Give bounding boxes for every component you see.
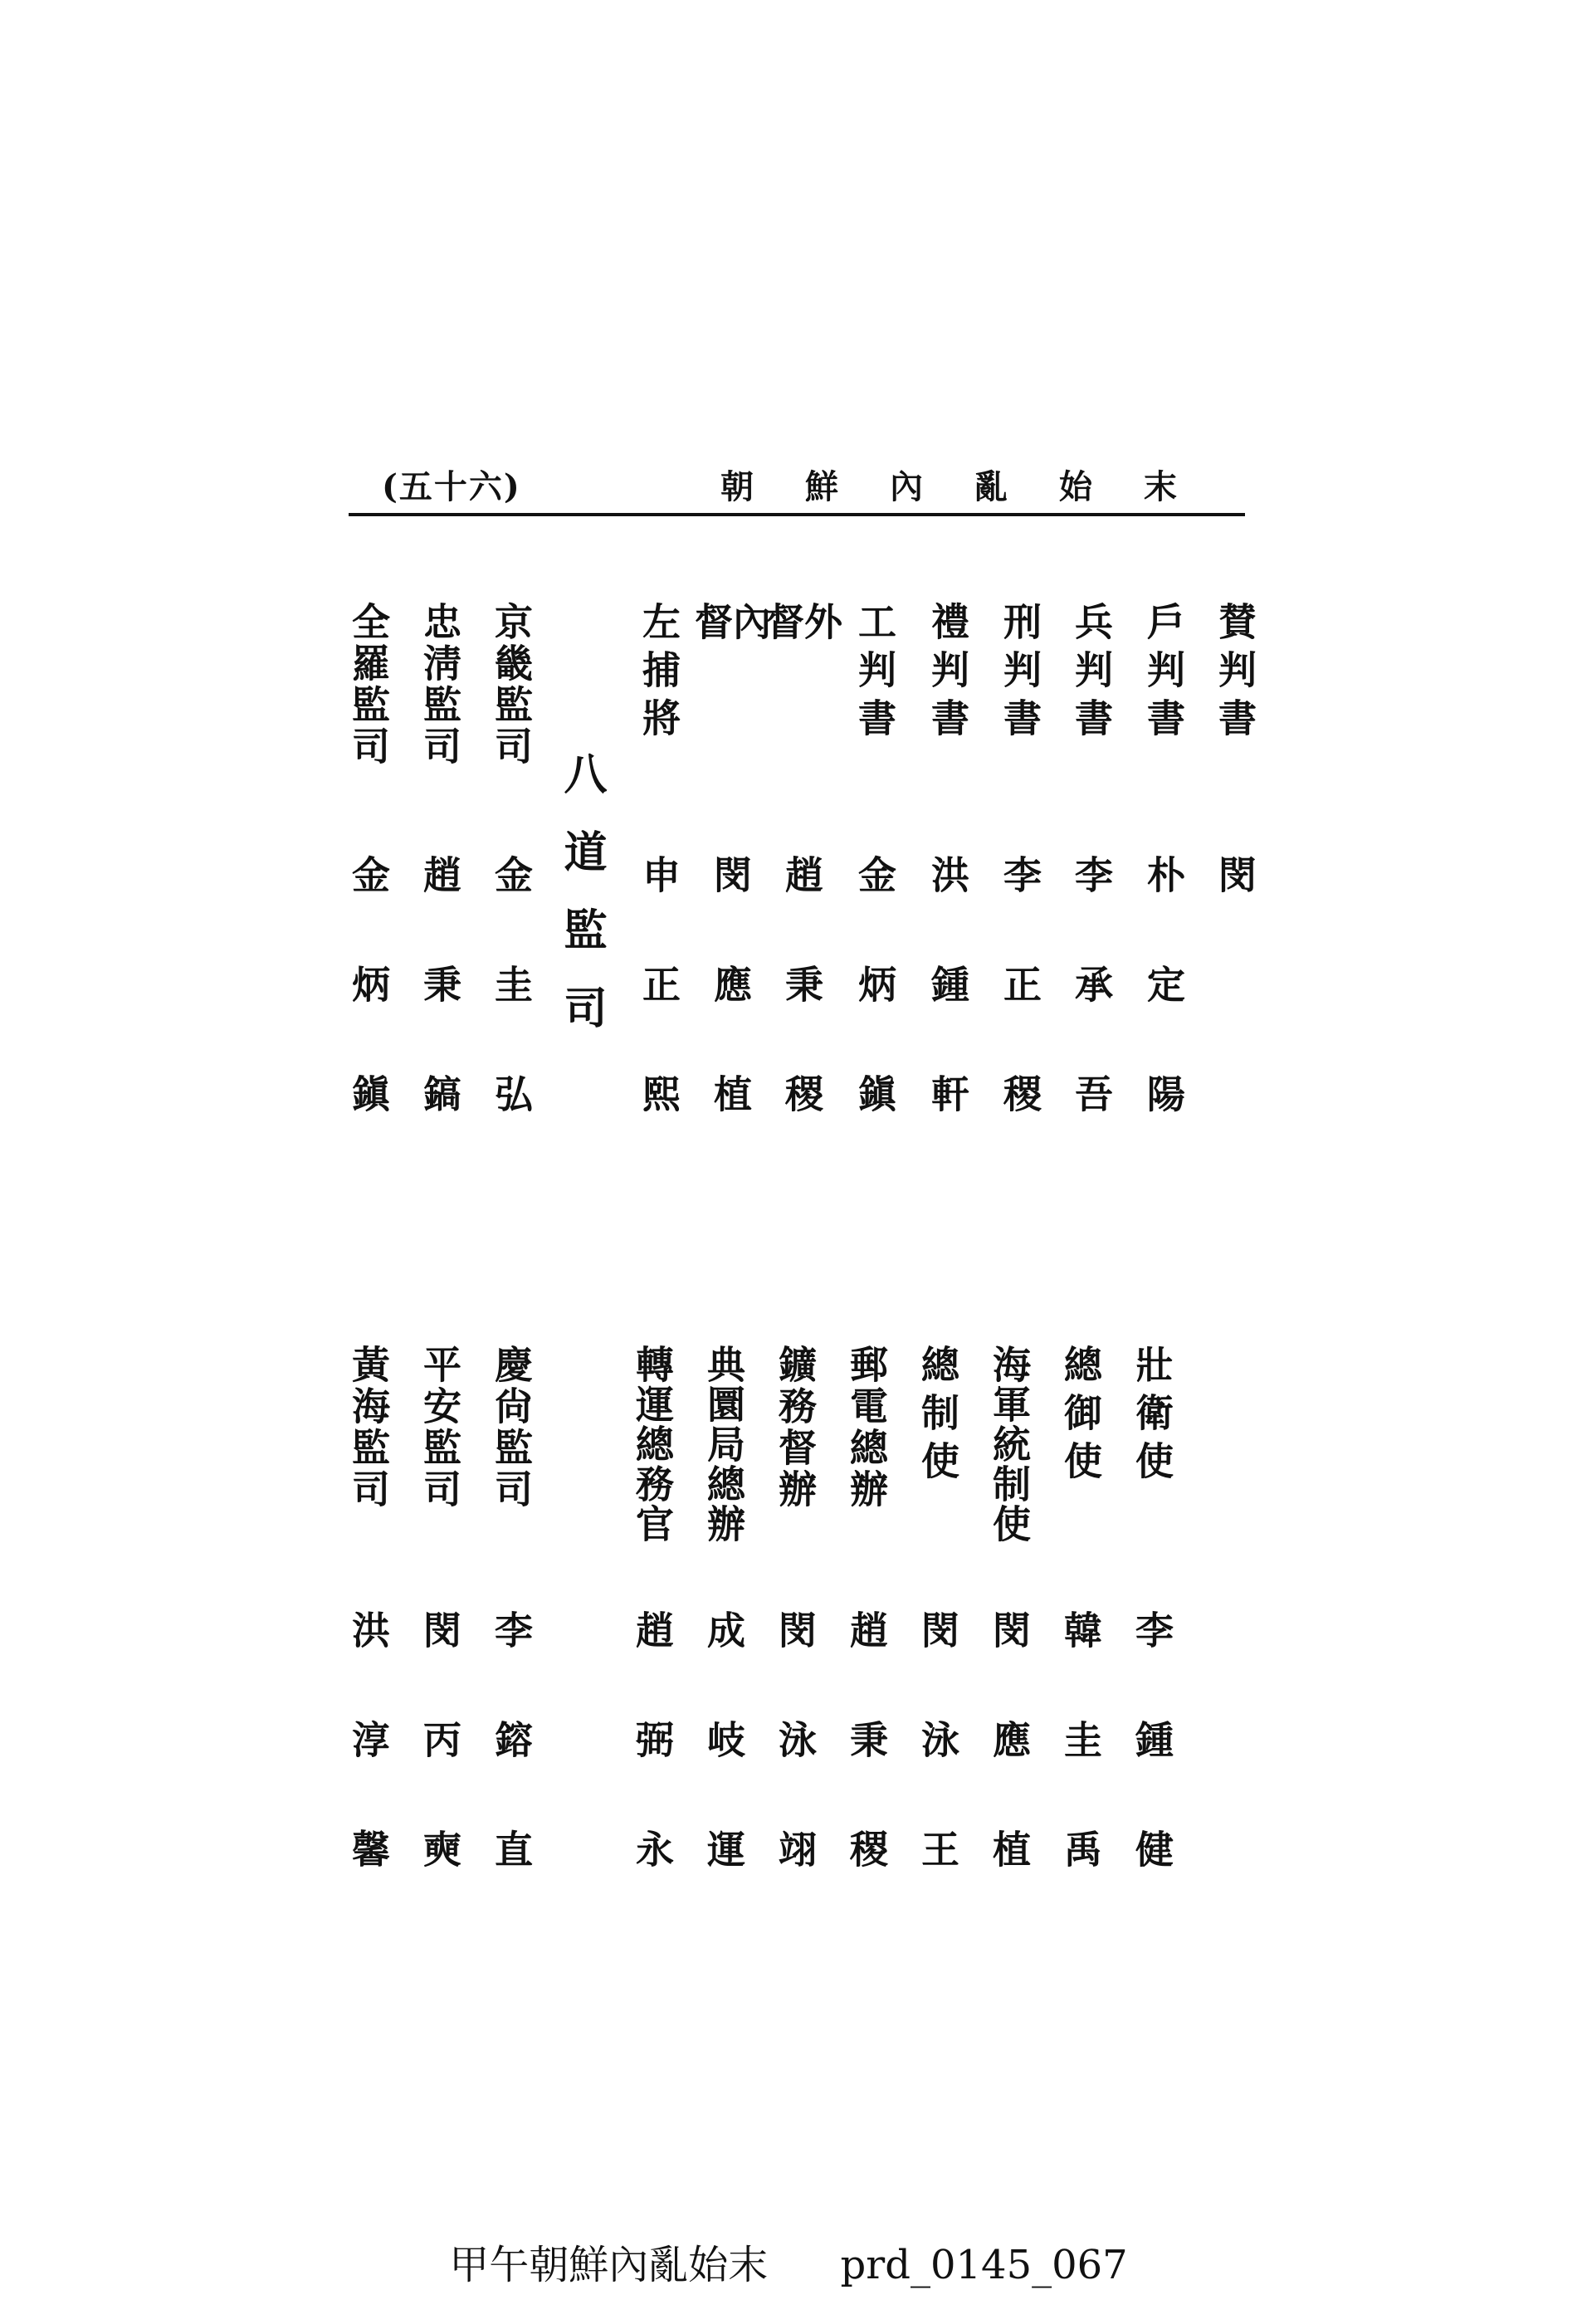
- province-title: 慶尙監司: [489, 1345, 534, 1511]
- official-name: 李正稷: [998, 855, 1042, 1184]
- official-name: 李承吾: [1069, 855, 1114, 1184]
- official-name: 朴定陽: [1141, 855, 1186, 1184]
- lower-entry-3: [911, 1345, 964, 1939]
- governor-name: 金炳鎭: [346, 855, 391, 1184]
- lower-entry-6: [697, 1345, 750, 1939]
- province-title: 忠淸監司: [417, 602, 462, 768]
- footer-source-title: 甲午朝鮮內亂始末: [449, 2242, 769, 2288]
- official-title: 刑判書: [998, 602, 1042, 746]
- lower-province-2: [342, 1345, 395, 1939]
- official-name: 洪鍾軒: [925, 855, 970, 1184]
- upper-entry-3: [994, 602, 1047, 1184]
- page-number: (五十六): [382, 467, 521, 506]
- official-name: 閔泳翊: [773, 1610, 818, 1939]
- official-name: 李鍾健: [1130, 1610, 1174, 1939]
- upper-entry-2: [1065, 602, 1118, 1184]
- upper-province-1: [413, 602, 466, 1184]
- official-title: 左捕將: [637, 602, 681, 746]
- running-title: [581, 461, 1228, 508]
- official-title: 禮判書: [925, 602, 970, 746]
- official-title: 內督: [689, 602, 772, 756]
- official-title: 工判書: [852, 602, 897, 746]
- official-name: 趙秉稷: [844, 1610, 889, 1939]
- lower-entry-4: [840, 1345, 893, 1939]
- lower-entry-1: [1054, 1345, 1107, 1939]
- official-title: 兵判書: [1069, 602, 1114, 746]
- upper-entry-1: [1137, 602, 1190, 1184]
- section-heading-col: [554, 751, 608, 1063]
- upper-entry-6: [760, 602, 843, 1184]
- official-title: 外督: [760, 602, 843, 756]
- province-title: 全羅監司: [346, 602, 391, 768]
- official-name: 趙秉稷: [779, 855, 824, 1184]
- upper-entry-4: [921, 602, 974, 1184]
- official-title: 鑛務督辦: [773, 1345, 818, 1511]
- official-title: 轉運總務官: [630, 1345, 675, 1544]
- official-title: 總御使: [1058, 1345, 1103, 1489]
- page-footer: [0, 2233, 1577, 2290]
- section-heading: 八道監司: [556, 751, 607, 1063]
- lower-entry-7: [626, 1345, 679, 1939]
- upper-province-0: [485, 602, 538, 1184]
- official-name: 閔泳王: [915, 1610, 960, 1939]
- page-header: [349, 461, 1245, 510]
- official-title: 壯衛使: [1130, 1345, 1174, 1489]
- lower-entry-0: [1125, 1345, 1179, 1939]
- running-title-text: 朝鮮內亂始末: [720, 467, 1228, 506]
- lower-province-0: [485, 1345, 538, 1939]
- official-name: 申正熙: [637, 855, 681, 1184]
- official-title: 總制使: [915, 1345, 960, 1489]
- lower-province-1: [413, 1345, 466, 1939]
- governor-name: 趙秉鎬: [417, 855, 462, 1184]
- official-name: 金炳鎭: [852, 855, 897, 1184]
- lower-entry-2: [983, 1345, 1036, 1939]
- official-name: 閔: [1213, 855, 1257, 1184]
- province-title: 京畿監司: [489, 602, 534, 768]
- official-title: 海軍統制使: [987, 1345, 1032, 1544]
- official-name: 閔應植: [987, 1610, 1032, 1939]
- official-title: 戶判書: [1141, 602, 1186, 746]
- governor-name: 金圭弘: [489, 855, 534, 1184]
- upper-entry-5: [848, 602, 901, 1184]
- upper-entry-0: [1208, 602, 1262, 1184]
- province-title: 黃海監司: [346, 1345, 391, 1511]
- footer-page-id: prd_0145_067: [840, 2242, 1128, 2288]
- official-name: 閔應植: [708, 855, 753, 1184]
- official-name: 韓圭禹: [1058, 1610, 1103, 1939]
- official-name: 趙弼永: [630, 1610, 675, 1939]
- official-title: 賛判書: [1213, 602, 1257, 746]
- upper-entry-8: [632, 602, 686, 1184]
- lower-entry-5: [769, 1345, 822, 1939]
- upper-province-2: [342, 602, 395, 1184]
- official-title: 郵電總辦: [844, 1345, 889, 1511]
- governor-name: 閔丙奭: [417, 1610, 462, 1939]
- official-title: 典圜局總辦: [701, 1345, 746, 1544]
- header-rule: [349, 513, 1245, 516]
- governor-name: 洪淳馨: [346, 1610, 391, 1939]
- province-title: 平安監司: [417, 1345, 462, 1511]
- upper-entry-7: [689, 602, 772, 1184]
- official-name: 成岐運: [701, 1610, 746, 1939]
- governor-name: 李鎔直: [489, 1610, 534, 1939]
